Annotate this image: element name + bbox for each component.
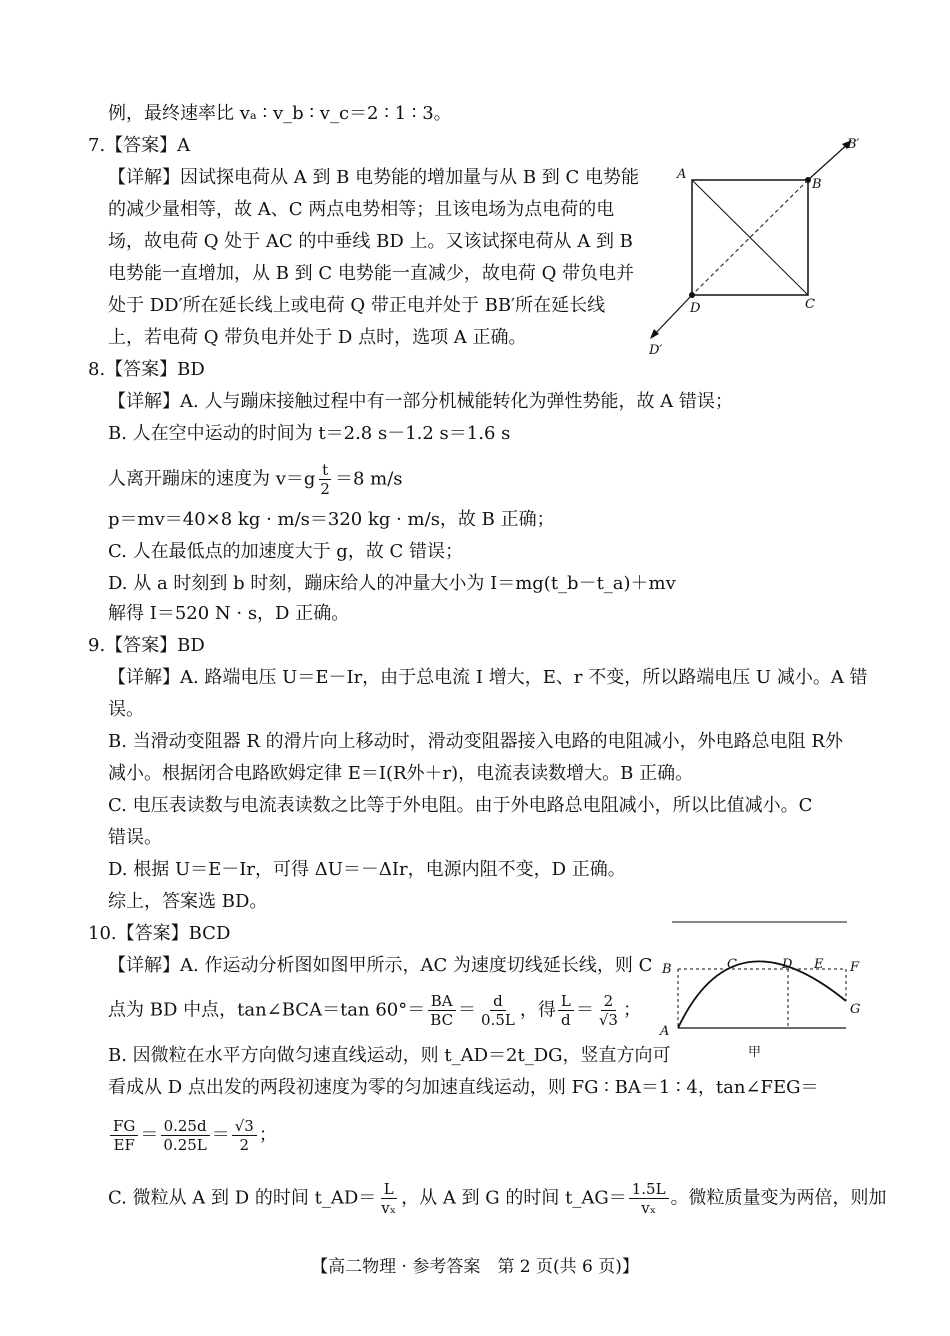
label-c2: C (727, 957, 737, 972)
q7-line-6: 上，若电荷 Q 带负电并处于 D 点时，选项 A 正确。 (108, 327, 527, 348)
q7-line-1: 【详解】因试探电荷从 A 到 B 电势能的增加量与从 B 到 C 电势能 (108, 167, 639, 188)
q9-line-1: 【详解】A. 路端电压 U＝E－Ir，由于总电流 I 增大，E、r 不变，所以路端电压 U 减小。A 错 (108, 667, 868, 688)
q7-line-2: 的减少量相等，故 A、C 两点电势相等；且该电场为点电荷的电 (108, 199, 615, 220)
q10-line-1: 【详解】A. 作运动分析图如图甲所示，AC 为速度切线延长线，则 C (108, 955, 653, 976)
q8-line-7: 解得 I＝520 N · s，D 正确。 (108, 603, 350, 624)
frac-t-2: $\frac{t}{2}$ (320, 461, 330, 498)
q9-title: 9.【答案】BD (88, 635, 205, 656)
header-line: 例，最终速率比 vₐ ∶ v_b ∶ v_c＝2 ∶ 1 ∶ 3。 (108, 103, 452, 124)
label-d: D (690, 301, 701, 316)
q10-line-3: B. 因微粒在水平方向做匀速直线运动，则 t_AD＝2t_DG，竖直方向可 (108, 1045, 671, 1066)
q8-line-1: 【详解】A. 人与蹦床接触过程中有一部分机械能转化为弹性势能，故 A 错误； (108, 391, 733, 412)
q10-line-5: $\frac{FG}{EF}$ ＝ $\frac{0.25d}{0.25L}$ ＝ $\frac{√3}{2}$ ； (108, 1117, 277, 1154)
q8-line-2: B. 人在空中运动的时间为 t＝2.8 s－1.2 s＝1.6 s (108, 423, 511, 444)
q9-line-4: 减小。根据闭合电路欧姆定律 E＝I(R外＋r)，电流表读数增大。B 正确。 (108, 763, 694, 784)
label-b2: B (662, 962, 672, 977)
q10-motion-figure (650, 915, 870, 1065)
q8-line-5: C. 人在最低点的加速度大于 g，故 C 错误； (108, 541, 464, 562)
q9-line-2: 误。 (108, 699, 144, 720)
q9-line-6: 错误。 (108, 827, 162, 848)
label-dp: D′ (649, 343, 663, 358)
q9-line-5: C. 电压表读数与电流表读数之比等于外电阻。由于外电路总电阻减小，所以比值减小。C (108, 795, 813, 816)
label-c: C (805, 297, 815, 312)
q7-square-figure (640, 130, 870, 360)
label-d2: D (782, 957, 793, 972)
q9-line-8: 综上，答案选 BD。 (108, 891, 268, 912)
q8-title: 8.【答案】BD (88, 359, 205, 380)
page-footer: 【高二物理 · 参考答案 第 2 页(共 6 页)】 (311, 1257, 639, 1277)
q7-line-4: 电势能一直增加，从 B 到 C 电势能一直减少，故电荷 Q 带负电并 (108, 263, 635, 284)
q10-title: 10.【答案】BCD (88, 923, 231, 944)
label-a2: A (660, 1024, 670, 1039)
label-b: B (812, 177, 822, 192)
q10-line-2: 点为 BD 中点，tan∠BCA＝tan 60°＝ $\frac{BA}{BC}$ ＝ $\frac{d}{0.5L}$ ，得 $\frac{L}{d}$ ＝ $\frac{2}{√3}$ ； (108, 992, 641, 1029)
label-bp: B′ (847, 137, 860, 152)
q8-line-4: p＝mv＝40×8 kg · m/s＝320 kg · m/s，故 B 正确； (108, 509, 555, 530)
q8-line-3: 人离开蹦床的速度为 v＝g $\frac{t}{2}$ ＝8 m/s (108, 461, 403, 498)
q10-line-6: C. 微粒从 A 到 D 的时间 t_AD＝ $\frac{L}{\text{vₓ}}$ ，从 A 到 G 的时间 t_AG＝ $\frac{1.5L}{\text{vₓ}}$ 。微粒质量变为两倍，则加 (108, 1180, 887, 1217)
q9-line-7: D. 根据 U＝E－Ir，可得 ΔU＝－ΔIr，电源内阻不变，D 正确。 (108, 859, 626, 880)
q9-line-3: B. 当滑动变阻器 R 的滑片向上移动时，滑动变阻器接入电路的电阻减小，外电路总电阻 R外 (108, 731, 843, 752)
label-a: A (677, 167, 687, 182)
label-g2: G (850, 1002, 861, 1017)
label-f2: F (850, 960, 860, 975)
q7-line-5: 处于 DD′所在延长线上或电荷 Q 带正电并处于 BB′所在延长线 (108, 295, 606, 316)
figure-caption: 甲 (748, 1045, 762, 1060)
q7-line-3: 场，故电荷 Q 处于 AC 的中垂线 BD 上。又该试探电荷从 A 到 B (108, 231, 633, 252)
label-e2: E (814, 957, 824, 972)
q7-title: 7.【答案】A (88, 135, 191, 156)
q10-line-4: 看成从 D 点出发的两段初速度为零的匀加速直线运动，则 FG ∶ BA＝1 ∶ 4，tan∠FEG＝ (108, 1077, 819, 1098)
q8-line-6: D. 从 a 时刻到 b 时刻，蹦床给人的冲量大小为 I＝mg(t_b－t_a)＋mv (108, 573, 676, 594)
